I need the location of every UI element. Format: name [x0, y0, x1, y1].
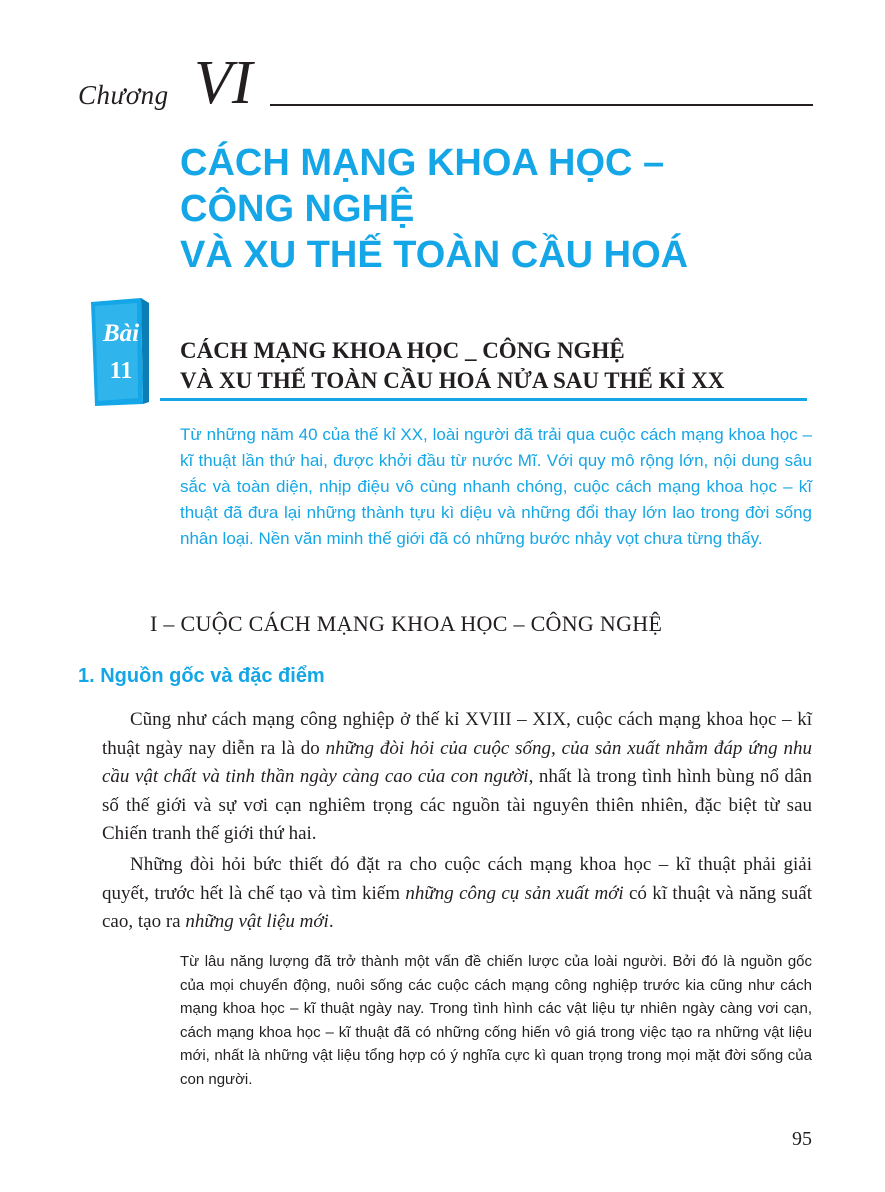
- lesson-badge-number: 11: [109, 358, 133, 384]
- paragraph-2-text-c: .: [328, 911, 334, 933]
- paragraph-2-text-b: có kĩ thuật và năng suất cao, tạo ra: [102, 882, 812, 933]
- chapter-rule: [270, 104, 813, 106]
- body-paragraph-1: [102, 706, 812, 849]
- lesson-title-line-2: VÀ XU THẾ TOÀN CẦU HOÁ NỬA SAU THẾ KỈ XX: [180, 368, 725, 393]
- chapter-title-line-3: VÀ XU THẾ TOÀN CẦU HOÁ: [180, 234, 689, 276]
- chapter-word: Chương: [78, 80, 169, 110]
- lesson-title: [180, 336, 724, 396]
- paragraph-1-text-a: Cũng như cách mạng công nghiệp ở thế kỉ XVIII – XIX, cuộc cách mạng khoa học – kĩ thuật ngày nay diễn ra là do: [102, 709, 812, 759]
- intro-paragraph: Từ những năm 40 của thế kỉ XX, loài người đã trải qua cuộc cách mạng khoa học – kĩ thuật lần thứ hai, được khởi đầu từ nước Mĩ. Với quy mô rộng lớn, nội dung sâu sắc và toàn diện, nhịp điệu vô cùng nhanh chóng, cuộc cách mạng khoa học – kĩ thuật đã đưa lại những thành tựu kì diệu và những đổi thay lớn lao trong đời sống nhân loại. Nền văn minh thế giới đã có những bước nhảy vọt chưa từng thấy.: [180, 425, 812, 548]
- chapter-title: [180, 140, 820, 278]
- lesson-badge-word: Bài: [102, 320, 140, 347]
- paragraph-1-text-b: , nhất là trong tình hình bùng nổ dân số thế giới và sự vơi cạn nghiêm trọng các nguồn tài nguyên thiên nhiên, đặc biệt từ sau Chiến tranh thế giới thứ hai.: [102, 766, 812, 845]
- lesson-title-line-1: CÁCH MẠNG KHOA HỌC _ CÔNG NGHỆ: [180, 338, 625, 363]
- lesson-badge: [91, 298, 153, 406]
- section-heading: I – CUỘC CÁCH MẠNG KHOA HỌC – CÔNG NGHỆ: [150, 611, 663, 636]
- book-icon: [91, 298, 153, 406]
- chapter-title-line-2: CÔNG NGHỆ: [180, 188, 415, 230]
- paragraph-1-emphasis: những đòi hỏi của cuộc sống, của sản xuất nhằm đáp ứng nhu cầu vật chất và tinh thần ngày càng cao của con người: [102, 737, 812, 788]
- body-paragraph-2: [102, 851, 812, 937]
- paragraph-2-emphasis-2: những vật liệu mới: [185, 911, 329, 933]
- page-number: 95: [792, 1128, 812, 1150]
- chapter-title-line-1: CÁCH MẠNG KHOA HỌC –: [180, 142, 665, 184]
- lesson-title-rule: [160, 398, 807, 401]
- paragraph-2-emphasis-1: những công cụ sản xuất mới: [405, 882, 624, 904]
- note-paragraph: Từ lâu năng lượng đã trở thành một vấn đề chiến lược của loài người. Bởi đó là nguồn gốc của mọi chuyển động, nuôi sống các cuộc cách mạng công nghiệp trước kia cũng như cách mạng khoa học – kĩ thuật ngày nay. Trong tình hình các vật liệu tự nhiên ngày càng vơi cạn, cách mạng khoa học – kĩ thuật đã có những cống hiến vô giá trong việc tạo ra những vật liệu mới, nhất là những vật liệu tổng hợp có ý nghĩa cực kì quan trọng trong mọi mặt đời sống của con người.: [180, 953, 812, 1088]
- paragraph-2-text-a: Những đòi hỏi bức thiết đó đặt ra cho cuộc cách mạng khoa học – kĩ thuật phải giải quyết, trước hết là chế tạo và tìm kiếm: [102, 854, 812, 904]
- subsection-heading: 1. Nguồn gốc và đặc điểm: [78, 665, 325, 687]
- chapter-number: VI: [194, 49, 253, 117]
- chapter-header: [78, 49, 813, 117]
